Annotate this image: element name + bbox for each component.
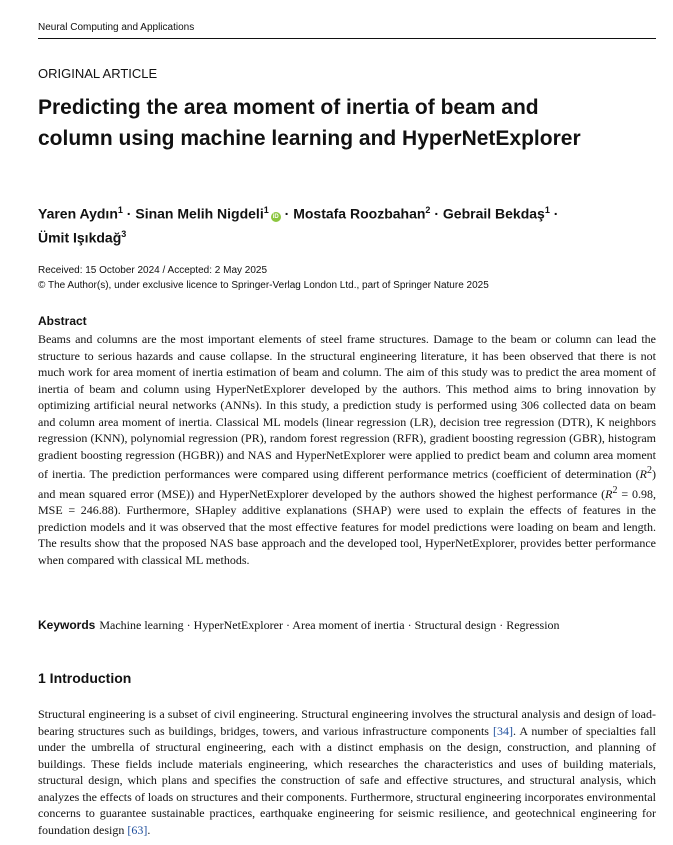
section-heading-introduction: 1 Introduction [38, 670, 132, 686]
abstract-part: ) and mean squared error (MSE)) and HyperNetExplorer developed by the authors showed the highest performance ( [38, 467, 656, 501]
abstract-part: = 0.98, MSE = 246.88). Furthermore, SHapley additive explanations (SHAP) were used to explain the effects of features in the prediction models and it was observed that the most effective features for model predictions were loading on beam and length. The results show that the proposed NAS base approach and the developed tool, HyperNetExplorer, provides better performance when compared with classical ML methods. [38, 486, 656, 567]
keywords [38, 618, 656, 633]
author-name[interactable]: Sinan Melih Nigdeli [135, 205, 264, 222]
author-separator: · [122, 205, 136, 222]
r-symbol: R [605, 486, 613, 501]
intro-part: Structural engineering is a subset of civil engineering. Structural engineering involves the structural analysis and design of load-bearing structures such as buildings, bridges, towers, and various infrastructure components [38, 707, 656, 738]
paper-title: Predicting the area moment of inertia of beam and column using machine learning and HyperNetExplorer [38, 96, 581, 150]
author-name[interactable]: Ümit Işıkdağ [38, 229, 122, 246]
author-name[interactable]: Mostafa Roozbahan [293, 205, 426, 222]
affiliation-mark: 3 [121, 228, 127, 239]
r-symbol: R [639, 467, 647, 481]
citation-link[interactable]: [34] [492, 723, 513, 738]
header-rule [38, 38, 656, 39]
affiliation-mark: 1 [544, 205, 550, 215]
copyright-notice: © The Author(s), under exclusive licence to Springer-Verlag London Ltd., part of Springer Nature 2025 [38, 280, 489, 291]
author-separator: · [280, 205, 294, 222]
author-name[interactable]: Yaren Aydın [38, 205, 118, 222]
keywords-label: Keywords [38, 618, 96, 632]
abstract-part: Beams and columns are the most important elements of steel frame structures. Damage to the beam or column can lead the structure to serious hazards and cause collapse. In the structural engineering literature, it has been observed that there is not much work for area moment of inertia estimation of beam and column. The aim of this study was to predict the area moment of inertia of beam and column using HyperNetExplorer developed by the authors. This method aims to bring innovation by optimizing artificial neural networks (ANNs). In this study, a prediction study is performed using 306 collected data on beam and column area moment of inertia. Classical ML models (linear regression (LR), decision tree regression (DTR), K neighbors regression (KNN), polynomial regression (PR), random forest regression (RFR), gradient boosting regression (GBR), histogram gradient boosting regression (HGBR)) and NAS and HyperNetExplorer were applied to predict beam and column area moment of inertia. The prediction performances were compared using different performance metrics (coefficient of determination ( [38, 332, 656, 481]
author-separator: · [549, 205, 559, 222]
superscript: 2 [612, 484, 618, 496]
citation-link[interactable]: [63] [127, 822, 148, 837]
affiliation-mark: 1 [117, 205, 123, 215]
orcid-icon[interactable]: iD [272, 213, 279, 220]
received-accepted-dates: Received: 15 October 2024 / Accepted: 2 May 2025 [38, 265, 268, 276]
author-list [38, 200, 638, 247]
introduction-text [38, 706, 656, 838]
intro-part: . A number of specialties fall under the umbrella of structural engineering, each with a distinct emphasis on the design, construction, and planning of buildings. These fields include materials engineering, which researches the characteristics and uses of building materials, structural design, which plans and specifies the construction of safe and effective structures, and structural analysis, which analyzes the effects of loads on structures and their components. Furthermore, structural engineering incorporates environmental concerns to guarantee sustainable practices, earthquake engineering for seismic resilience, and geotechnical engineering for foundation design [38, 723, 656, 837]
article-type: ORIGINAL ARTICLE [38, 66, 158, 81]
keywords-list: Machine learning · HyperNetExplorer · Area moment of inertia · Structural design · Regression [99, 618, 560, 632]
affiliation-mark: 2 [425, 205, 431, 215]
abstract-text [38, 331, 656, 568]
author-name[interactable]: Gebrail Bekdaş [442, 205, 545, 222]
superscript: 2 [647, 465, 652, 476]
abstract-heading: Abstract [38, 314, 87, 328]
article-history [38, 263, 489, 293]
author-separator: · [430, 205, 443, 222]
journal-name: Neural Computing and Applications [38, 22, 195, 33]
affiliation-mark: 1 [263, 205, 269, 215]
intro-part: . [147, 822, 151, 837]
